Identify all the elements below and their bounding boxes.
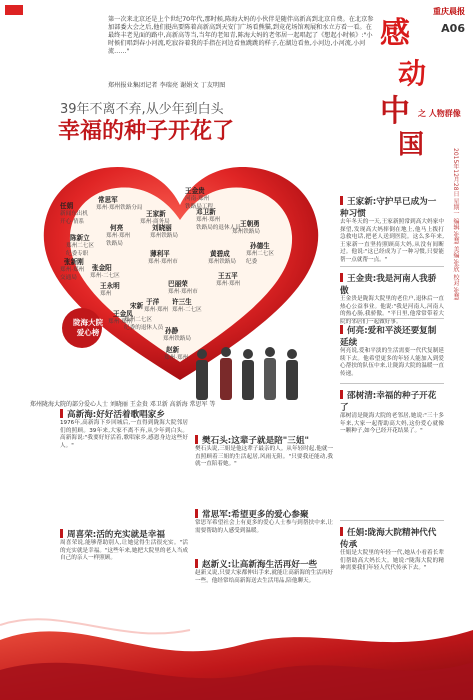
person-desc: 郑州·郑州铁路分局 <box>96 205 143 211</box>
section-zhao-xinyi <box>195 558 333 585</box>
section-fan-shitou <box>195 434 333 469</box>
divider <box>340 383 444 384</box>
person-desc: 郑州·郑州 <box>108 319 133 325</box>
heart-label: 陇海大院 爱心榜 <box>73 318 103 337</box>
section-title: 任娟:陇海大院精神代代传承 <box>340 526 444 550</box>
byline: 郑州报业集团记者 李瑞亮 谢娟文 丁友明图 <box>108 82 226 89</box>
title-char-1: 感 <box>380 16 410 51</box>
person-name: 王金贵 <box>185 187 205 195</box>
red-ribbon-decoration <box>0 600 473 700</box>
person-desc: 郑州·郑州市 <box>148 259 178 265</box>
person-name: 王永明 <box>100 282 120 290</box>
person-desc: 郑州·郑州市 <box>168 289 198 295</box>
section-ren-juan <box>340 526 444 573</box>
masthead-logo-icon <box>5 5 23 15</box>
section-zhou-xirong <box>60 528 188 563</box>
section-body: 1976年,高新海下乡回城后,一直得到陇海大院邻居们的照顾。39年来,大家不离不弃,从少年到白头。高新海说:"我要好好活着,歌唱家乡,感恩身边这些好人。" <box>60 420 188 449</box>
person-name: 张新刚 <box>64 258 84 266</box>
section-title: 高新海:好好活着歌唱家乡 <box>60 408 188 420</box>
section-body: 樊石头说,三姐是他这辈子最亲的人。从年轻时起,他就一直照顾着三姐的生活起居,风雨无阻。"只要我还能动,我就一直陪着她。" <box>195 446 333 468</box>
person-desc: 郑州·郑州 <box>144 307 169 313</box>
person-name: 王家新 <box>146 210 166 218</box>
person-desc: 郑州·郑州 铁路局 <box>106 233 131 247</box>
person-name: 陈新立 <box>70 234 90 242</box>
person-name: 任娟 <box>60 202 74 210</box>
section-body: 任娟是大院里的年轻一代,她从小看着长辈们帮助高大妈长大。她说:"陇海大院的精神需要我们年轻人代代传承下去。" <box>340 550 444 572</box>
person-name: 黄碧成 <box>210 250 230 258</box>
person-desc: 郑州·郑州 铁路局的退休人员 <box>196 217 241 231</box>
person-name: 何亮 <box>110 224 124 232</box>
divider <box>340 520 444 521</box>
feature-subtitle: 之 人物群像 <box>418 109 461 118</box>
section-wang-jiaxin <box>340 195 444 265</box>
person-desc: 郑州·郑州 <box>164 355 189 361</box>
person-desc: 河南·郑州 铁路局工程 <box>185 196 213 210</box>
section-title: 邵树清:幸福的种子开花了 <box>340 389 444 413</box>
brand-name: 重庆晨报 <box>433 7 465 16</box>
person-desc: 郑州二七区 纪委专职 <box>66 243 94 257</box>
person-name: 张金阳 <box>92 264 112 272</box>
group-photo <box>190 344 310 400</box>
section-body: 常思军希望社会上有更多的爱心人士参与到帮扶中来,让需要帮助的人感受到温暖。 <box>195 520 333 534</box>
person-desc: 郑州·二七区 <box>90 273 120 279</box>
section-body: 赵新义说,只要大家都伸出手来,就能让高新海的生活再好一些。他经常给高新海送去生活用品,陪他聊天。 <box>195 570 333 584</box>
date-strip: 2015年12月28日 星期一 编辑:张慧 美编:张欣 校对:张慧 <box>452 148 459 301</box>
person-desc: 郑州·二七区 <box>172 307 202 313</box>
section-chang-sijun <box>195 508 333 535</box>
person-name: 刘晓丽 <box>152 224 172 232</box>
section-title: 周喜荣:活的充实就是幸福 <box>60 528 188 540</box>
person-desc: 郑州·郑州 交通局 <box>60 267 85 281</box>
section-body: 王金贵是陇海大院里的老住户,退休后一直热心公益事业。他说:"我是河南人,河南人的热心肠,我骄傲。"平日里,他常常带着大院的邻居们一起做好事。 <box>340 296 444 325</box>
title-char-4: 国 <box>398 130 425 160</box>
person-name: 宋新 <box>130 302 144 310</box>
title-char-3: 中 <box>380 94 410 129</box>
person-desc: 郑州铁路局 <box>208 259 236 265</box>
section-title: 王家新:守护早已成为一种习惯 <box>340 195 444 219</box>
person-name: 王五平 <box>218 272 238 280</box>
intro-paragraph: 第一次来北京还是上个世纪70年代,那时候,陈海大妈的小伙伴是随伴高新高到北京自费。在北京参加部委大会之后,他们挺出要陈着高新高到天安门广场看熊猫,到竟花场馆观展和水立方看一看。在最终丰老见面的路中,高新高等当,当年的老知青,陈海大妈的老邻居一起唱起了《想起小时候》:"小时候们唱到春小河流,吃寂谷着我的手指在河边看鱼跳跳的样子,在湖边看鱼,小河边,小河流,小河流……" <box>108 16 374 55</box>
section-title: 王金贵:我是河南人我骄傲 <box>340 272 444 296</box>
person-name: 王朝勇 <box>240 220 260 228</box>
person-desc: 郑州二七区 纪委的退休人员 <box>124 317 164 331</box>
person-name: 孙德生 <box>250 242 270 250</box>
person-name: 薄利平 <box>150 250 170 258</box>
section-body: 何亮说,爱和平淡的生活需要一代代复制延续下去。他希望更多的年轻人能加入到爱心帮扶的队伍中来,让陇海大院的温暖一直传递。 <box>340 348 444 377</box>
person-desc: 郑州铁路局 <box>163 336 191 342</box>
main-headline: 幸福的种子开花了 <box>58 118 235 144</box>
person-desc: 郑州·郑州 <box>216 281 241 287</box>
person-desc: 郑州 <box>100 291 112 297</box>
person-desc: 郑州铁路局 <box>150 233 178 239</box>
section-title: 樊石头:这辈子就是陪"三姐" <box>195 434 333 446</box>
person-desc: 新闻东出机 开心·情系 <box>60 211 88 225</box>
photo-caption: 郑州陇海大院的部分爱心人士 刘晓丽 王金贵 邓卫新 高新海 常思军 等 <box>30 401 216 408</box>
person-desc: 郑州·商务局 <box>140 219 170 225</box>
divider <box>340 318 444 319</box>
section-body: 周喜荣说,能够帮助别人,让她觉得生活很充实。"活的充实就是幸福。"这些年来,她把大院里的老人当成自己的亲人一样照顾。 <box>60 540 188 562</box>
section-gao-xinhai <box>60 408 188 450</box>
person-name: 邓卫新 <box>196 208 216 216</box>
section-title: 何亮:爱和平淡还要复制延续 <box>340 324 444 348</box>
person-desc: 郑州铁路局 <box>232 229 260 235</box>
section-body: 邵树清是陇海大院的老邻居,她说:"三十多年来,大家一起帮助高大妈,这份爱心就像一颗种子,如今已经开花结果了。" <box>340 413 444 435</box>
person-name: 常思军 <box>98 196 118 204</box>
feature-title <box>380 8 442 161</box>
person-name: 于洋 <box>146 298 160 306</box>
deck-line: 39年不离不弃,从少年到白头 <box>60 102 224 117</box>
person-name: 巴丽荣 <box>168 280 188 288</box>
section-he-liang <box>340 324 444 378</box>
page-number: A06 <box>441 22 465 35</box>
person-name: 许三生 <box>172 298 192 306</box>
person-name: 王金凤 <box>113 310 133 318</box>
person-name: 赵新 <box>166 346 180 354</box>
person-name: 孙静 <box>165 327 179 335</box>
section-title: 常思军:希望更多的爱心参聚 <box>195 508 333 520</box>
section-body: 去年冬天的一天,王家新照常到高大妈家中探望,发现高大妈摔倒在地上,他马上拨打急救电话,把老人送到医院。这么多年来,王家新一直坚持照顾高大妈,从没有间断过。他说:"这已经成为了一种习惯,只要能帮一点就帮一点。" <box>340 219 444 263</box>
section-shao-shuqing <box>340 389 444 436</box>
section-title: 赵新义:让高新海生活再好一些 <box>195 558 333 570</box>
person-desc: 郑州二七区 纪委 <box>246 251 274 265</box>
divider <box>340 266 444 267</box>
title-char-2: 动 <box>398 57 427 90</box>
masthead-tag <box>5 5 26 15</box>
